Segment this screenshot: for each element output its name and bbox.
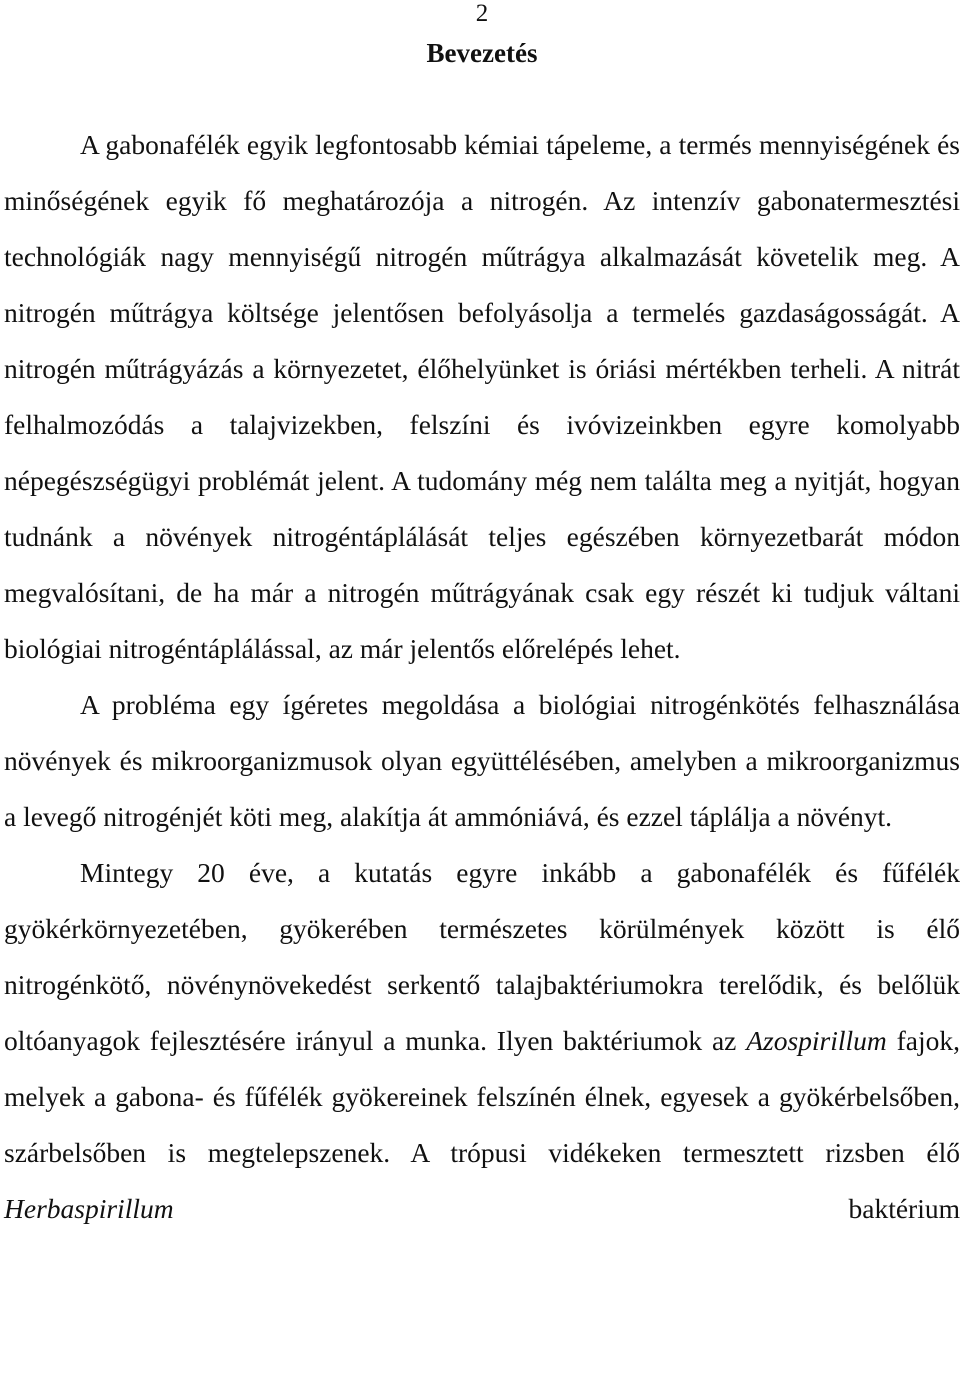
genus-name-herbaspirillum: Herbaspirillum	[4, 1193, 174, 1224]
body-text	[4, 117, 960, 1237]
paragraph-3-text-b: fajok, melyek a gabona- és fűfélék gyökereinek felszínén élnek, egyesek a gyökérbelsőben, szárbelsőben is megtelepszenek. A trópusi vidékeken termesztett rizsben élő	[4, 1025, 960, 1168]
paragraph-3-text-c: baktérium	[173, 1193, 960, 1224]
page-number: 2	[475, 0, 489, 27]
genus-name-azospirillum: Azospirillum	[746, 1025, 887, 1056]
paragraph-3-text-a: Mintegy 20 éve, a kutatás egyre inkább a gabonafélék és fűfélék gyökérkörnyezetében, gyökerében természetes körülmények között is élő nitrogénkötő, növénynövekedést serkentő talajbaktériumokra terelődik, és belőlük oltóanyagok fejlesztésére irányul a munka. Ilyen baktériumok az	[4, 857, 960, 1056]
page-title: Bevezetés	[426, 38, 538, 68]
paragraph-3	[4, 845, 960, 1237]
paragraph-2: A probléma egy ígéretes megoldása a biológiai nitrogénkötés felhasználása növények és mikroorganizmusok olyan együttélésében, amelyben a mikroorganizmus a levegő nitrogénjét köti meg, alakítja át ammóniává, és ezzel táplálja a növényt.	[4, 689, 960, 832]
paragraph-1: A gabonafélék egyik legfontosabb kémiai tápeleme, a termés mennyiségének és minőségének egyik fő meghatározója a nitrogén. Az intenzív gabonatermesztési technológiák nagy mennyiségű nitrogén műtrágya alkalmazását követelik meg. A nitrogén műtrágya költsége jelentősen befolyásolja a termelés gazdaságosságát. A nitrogén műtrágyázás a környezetet, élőhelyünket is óriási mértékben terheli. A nitrát felhalmozódás a talajvizekben, felszíni és ivóvizeinkben egyre komolyabb népegészségügyi problémát jelent. A tudomány még nem találta meg a nyitját, hogyan tudnánk a növények nitrogéntáplálását teljes egészében környezetbarát módon megvalósítani, de ha már a nitrogén műtrágyának csak egy részét ki tudjuk váltani biológiai nitrogéntáplálással, az már jelentős előrelépés lehet.	[4, 129, 960, 664]
